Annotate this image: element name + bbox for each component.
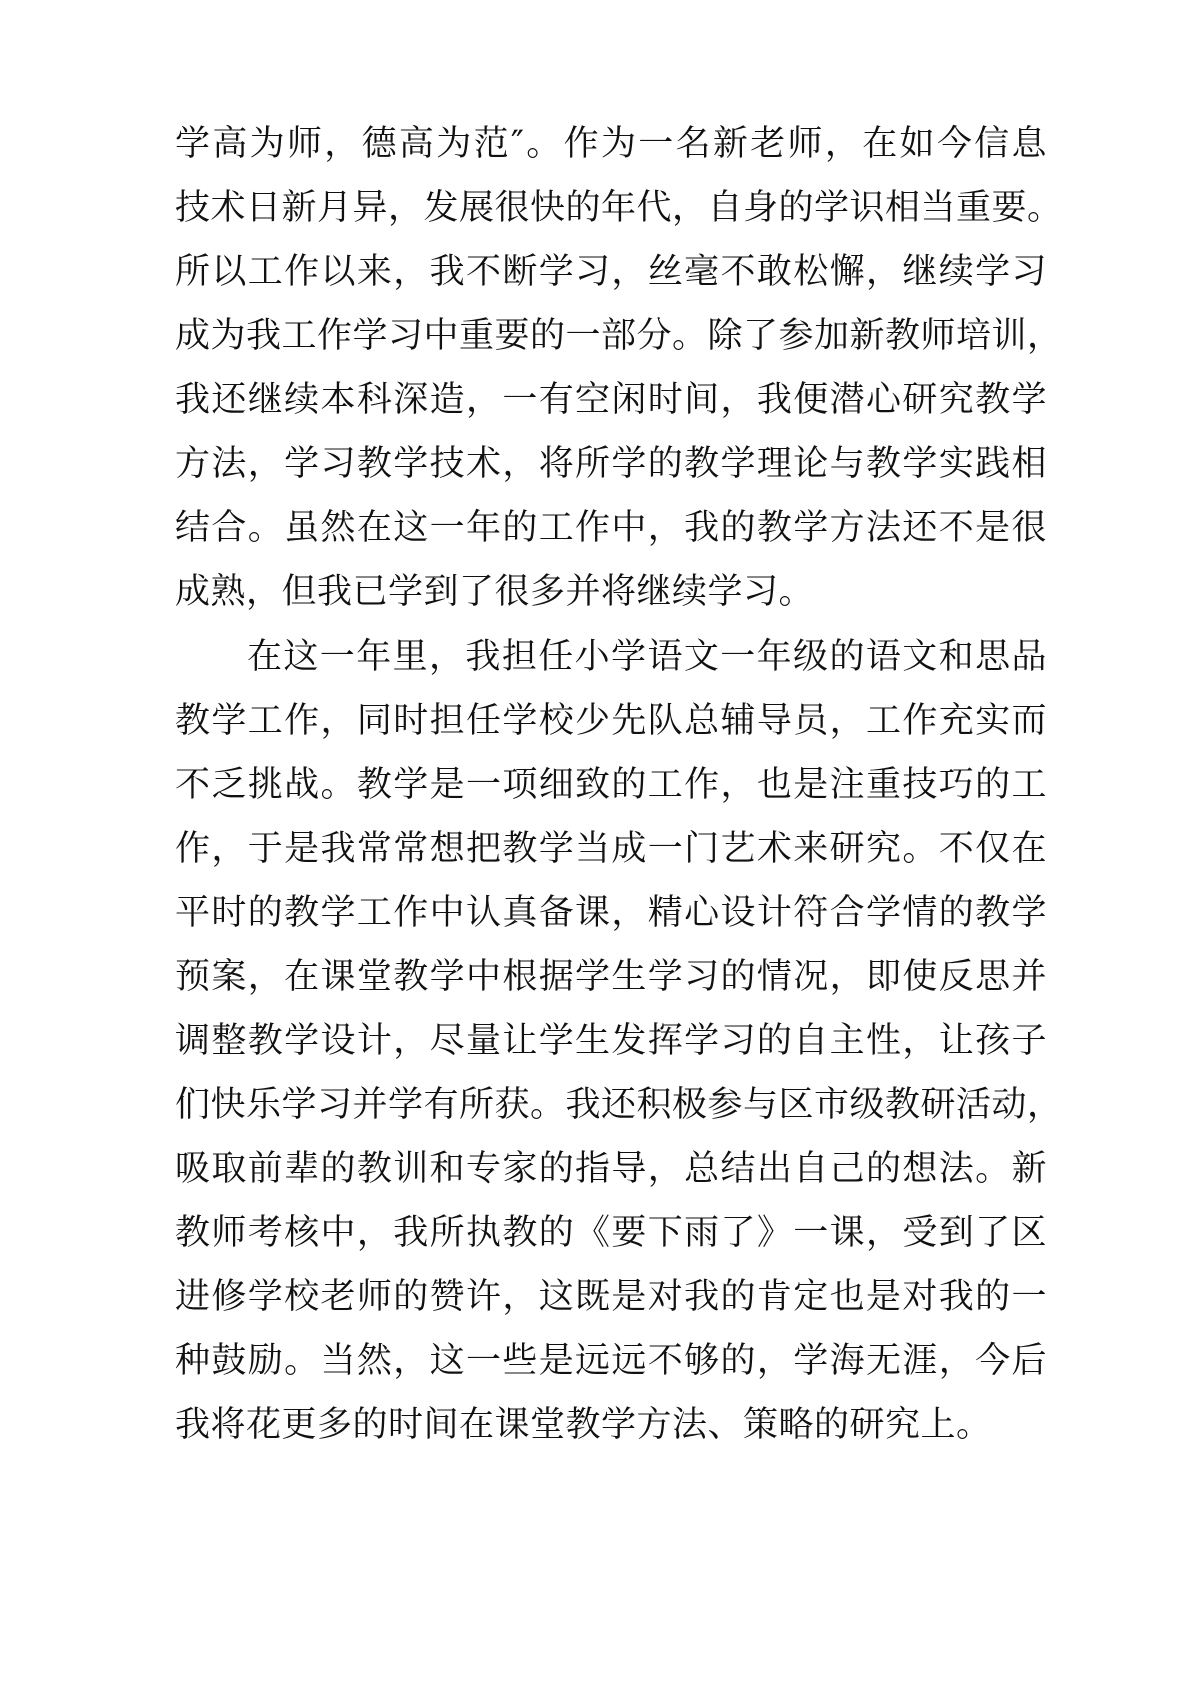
- paragraph-1: [175, 112, 1063, 624]
- paragraph-line: 结合。虽然在这一年的工作中，我的教学方法还不是很: [175, 508, 1047, 548]
- paragraph-line: 成为我工作学习中重要的一部分。除了参加新教师培训，: [175, 316, 1063, 356]
- paragraph-line: 教学工作，同时担任学校少先队总辅导员，工作充实而: [175, 701, 1047, 741]
- paragraph-line: 成熟，但我已学到了很多并将继续学习。: [175, 572, 815, 612]
- paragraph-line: 教师考核中，我所执教的《要下雨了》一课，受到了区: [175, 1213, 1047, 1253]
- paragraph-2: [175, 625, 1063, 1457]
- paragraph-line: 种鼓励。当然，这一些是远远不够的，学海无涯，今后: [175, 1341, 1047, 1381]
- paragraph-line: 所以工作以来，我不断学习，丝毫不敢松懈，继续学习: [175, 252, 1047, 292]
- paragraph-line: 吸取前辈的教训和专家的指导，总结出自己的想法。新: [175, 1149, 1047, 1189]
- paragraph-line: 调整教学设计，尽量让学生发挥学习的自主性，让孩子: [175, 1021, 1047, 1061]
- paragraph-line: 们快乐学习并学有所获。我还积极参与区市级教研活动，: [175, 1085, 1063, 1125]
- paragraph-line: 方法，学习教学技术，将所学的教学理论与教学实践相: [175, 444, 1047, 484]
- paragraph-line: 我将花更多的时间在课堂教学方法、策略的研究上。: [175, 1405, 992, 1445]
- paragraph-line: 我还继续本科深造，一有空闲时间，我便潜心研究教学: [175, 380, 1047, 420]
- paragraph-line: 预案，在课堂教学中根据学生学习的情况，即使反思并: [175, 957, 1047, 997]
- paragraph-line: 作，于是我常常想把教学当成一门艺术来研究。不仅在: [175, 829, 1047, 869]
- paragraph-line: 技术日新月异，发展很快的年代，自身的学识相当重要。: [175, 188, 1063, 228]
- paragraph-line: 进修学校老师的赞许，这既是对我的肯定也是对我的一: [175, 1277, 1047, 1317]
- paragraph-line: 学高为师，德高为范″。作为一名新老师，在如今信息: [175, 124, 1047, 164]
- paragraph-line: 不乏挑战。教学是一项细致的工作，也是注重技巧的工: [175, 765, 1047, 805]
- paragraph-line: 平时的教学工作中认真备课，精心设计符合学情的教学: [175, 893, 1047, 933]
- paragraph-line: 在这一年里，我担任小学语文一年级的语文和思品: [247, 637, 1047, 677]
